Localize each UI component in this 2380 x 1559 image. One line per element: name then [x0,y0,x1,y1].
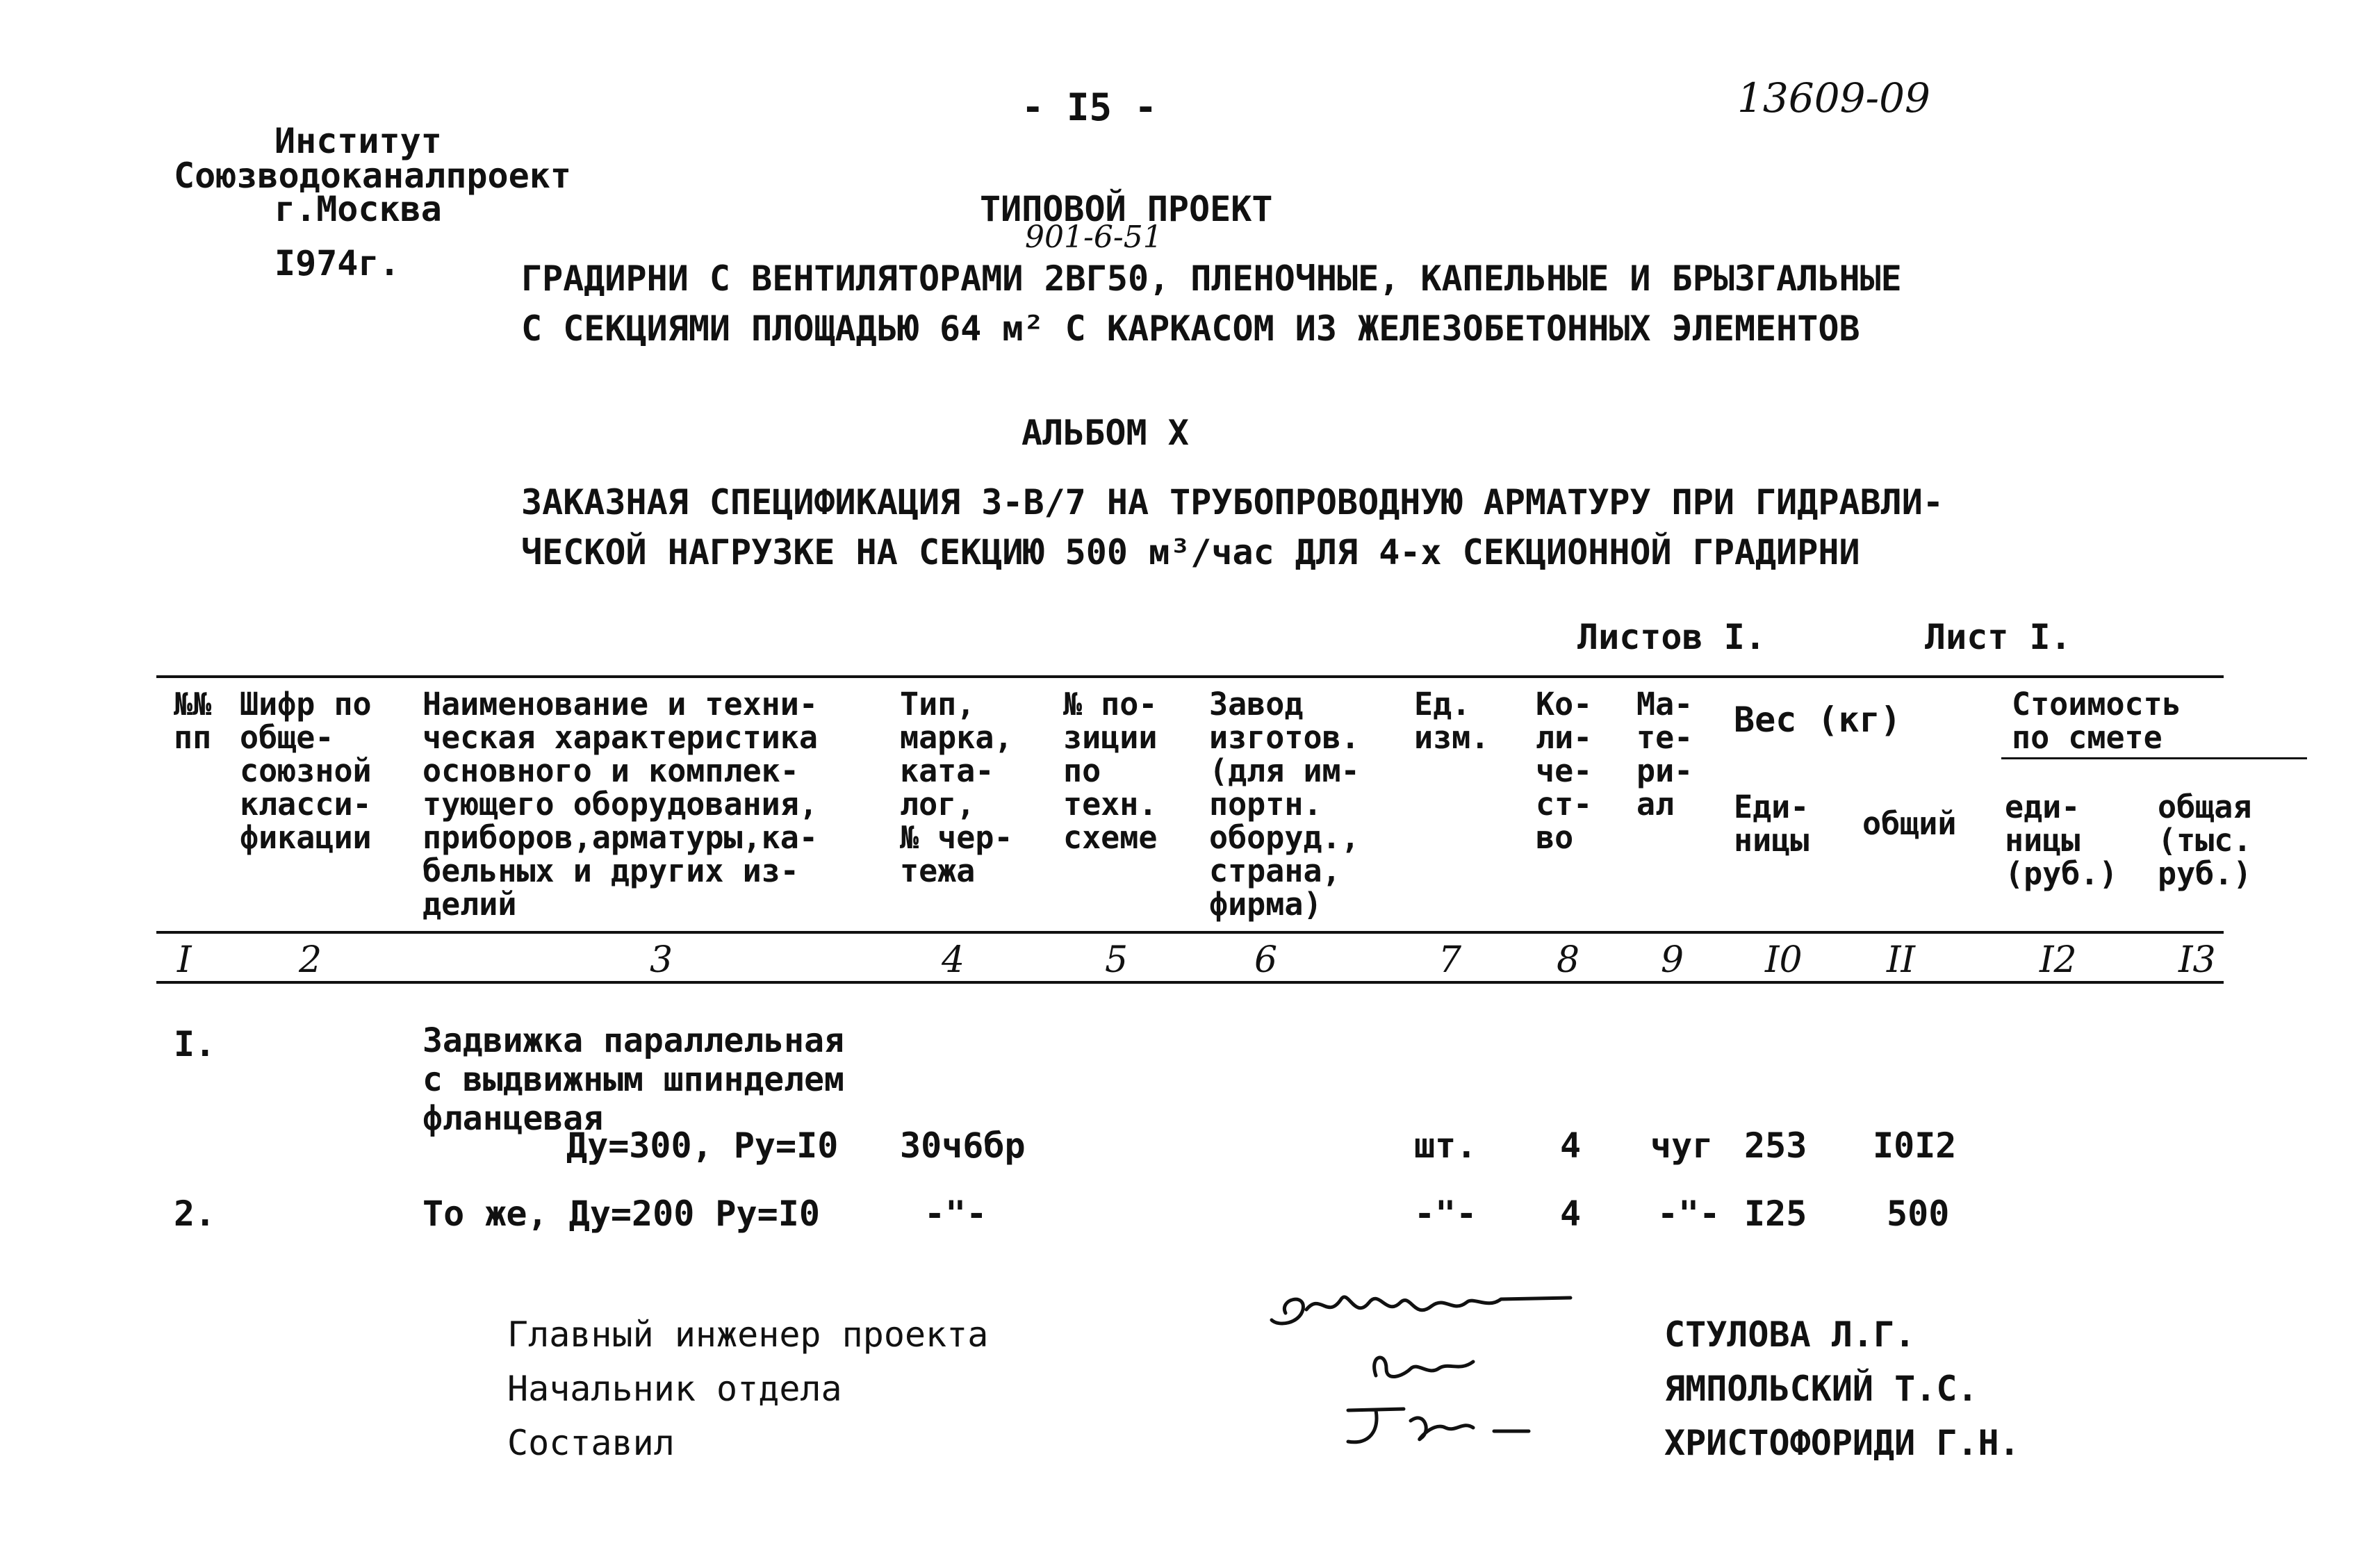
institute-org: Союзводоканалпроект [174,156,571,196]
col-number-3: 3 [650,939,673,981]
row-name: То же, Ду=200 Ру=I0 [422,1194,820,1234]
row-unit: шт. [1414,1125,1477,1166]
row-type: -"- [924,1194,987,1234]
row-unit: -"- [1414,1194,1477,1234]
col-header-code: Шифр по обще- союзной класси- фикации [240,686,372,856]
sheet-number: Лист I. [1925,617,2071,657]
col-number-1: I [177,939,192,981]
signature-name-chief-engineer: СТУЛОВА Л.Г. [1664,1314,1916,1355]
signature-chief-engineer-stroke [1272,1297,1570,1323]
column-numbers-rule [156,981,2224,984]
col-header-weight-total: общий [1862,805,1957,842]
row-name: Задвижка параллельная с выдвижным шпинделем фланцевая [422,1021,844,1138]
institute-name: Институт [274,121,442,161]
col-number-13: I3 [2178,939,2216,981]
col-header-unit: Ед. изм. [1414,686,1490,756]
signature-role-chief-engineer: Главный инженер проекта [507,1314,989,1355]
project-code: 901-6-51 [1025,220,1163,255]
col-header-weight-group: Вес (кг) [1734,700,1901,740]
doc-number: 13609-09 [1737,74,1930,122]
col-number-7: 7 [1438,939,1462,981]
col-header-cost-total: общая (тыс. руб.) [2158,789,2252,892]
spec-title-line1: ЗАКАЗНАЯ СПЕЦИФИКАЦИЯ 3-В/7 НА ТРУБОПРОВОДНУЮ АРМАТУРУ ПРИ ГИДРАВЛИ- [521,482,1944,522]
col-number-11: II [1887,939,1916,981]
col-header-cost-unit: еди- ницы (руб.) [2005,789,2118,892]
album-title: АЛЬБОМ X [1021,413,1189,453]
signature-department-head-stroke [1374,1358,1473,1377]
col-number-6: 6 [1254,939,1278,981]
col-number-4: 4 [942,939,965,981]
col-header-position: № по- зиции по техн. схеме [1063,686,1158,856]
col-header-num: №№ пп [174,686,212,756]
signature-name-department-head: ЯМПОЛЬСКИЙ Т.С. [1664,1369,1978,1409]
year: I974г. [274,243,400,283]
col-number-12: I2 [2040,939,2077,981]
col-number-10: I0 [1765,939,1803,981]
sheets-total: Листов I. [1577,617,1766,657]
row-weight-unit: 253 [1744,1125,1807,1166]
signature-role-department-head: Начальник отдела [507,1369,842,1409]
signature-name-compiler: ХРИСТОФОРИДИ Г.Н. [1664,1423,2020,1463]
col-number-9: 9 [1661,939,1684,981]
project-title-line2: С СЕКЦИЯМИ ПЛОЩАДЬЮ 64 м² С КАРКАСОМ ИЗ ЖЕЛЕЗОБЕТОННЫХ ЭЛЕМЕНТОВ [521,308,1860,349]
signature-role-compiler: Составил [507,1423,675,1463]
col-header-weight-unit: Еди- ницы [1734,789,1809,859]
col-header-type: Тип, марка, ката- лог, № чер- тежа [900,686,1013,889]
row-weight-total: I0I2 [1873,1125,1957,1166]
row-quantity: 4 [1560,1125,1582,1166]
col-number-5: 5 [1105,939,1129,981]
project-type: ТИПОВОЙ ПРОЕКТ [980,189,1273,229]
row-weight-unit: I25 [1744,1194,1807,1234]
institute-city: г.Москва [274,189,442,229]
row-quantity: 4 [1560,1194,1582,1234]
row-type: 30ч6бр [900,1125,1026,1166]
col-header-cost-group: Стоимость по смете [2012,686,2181,756]
col-header-quantity: Ко- ли- че- ст- во [1536,686,1593,856]
project-title-line1: ГРАДИРНИ С ВЕНТИЛЯТОРАМИ 2ВГ50, ПЛЕНОЧНЫЕ, КАПЕЛЬНЫЕ И БРЫЗГАЛЬНЫЕ [521,258,1902,299]
col-header-manufacturer: Завод изготов. (для им- портн. оборуд., страна, фирма) [1209,686,1360,923]
handwritten-signatures [1265,1271,1591,1466]
col-number-8: 8 [1557,939,1580,981]
row-number: I. [174,1024,216,1064]
row-weight-total: 500 [1887,1194,1950,1234]
signature-compiler-stroke [1348,1409,1529,1442]
row-material: -"- [1657,1194,1721,1234]
row-number: 2. [174,1194,216,1234]
col-header-name: Наименование и техни- ческая характеристика основного и комплек- тующего оборудования, приборов,арматуры,ка- бельных и других из- делий [422,686,818,923]
header-bottom-rule [156,931,2224,934]
row-spec: Ду=300, Ру=I0 [566,1125,839,1166]
cost-group-rule [2001,757,2307,759]
table-top-rule [156,675,2224,678]
spec-title-line2: ЧЕСКОЙ НАГРУЗКЕ НА СЕКЦИЮ 500 м³/час ДЛЯ 4-х СЕКЦИОННОЙ ГРАДИРНИ [521,532,1860,572]
row-material: чуг [1650,1125,1714,1166]
col-number-2: 2 [299,939,322,981]
page-number: - I5 - [1021,85,1158,129]
col-header-material: Ма- те- ри- ал [1636,686,1693,823]
